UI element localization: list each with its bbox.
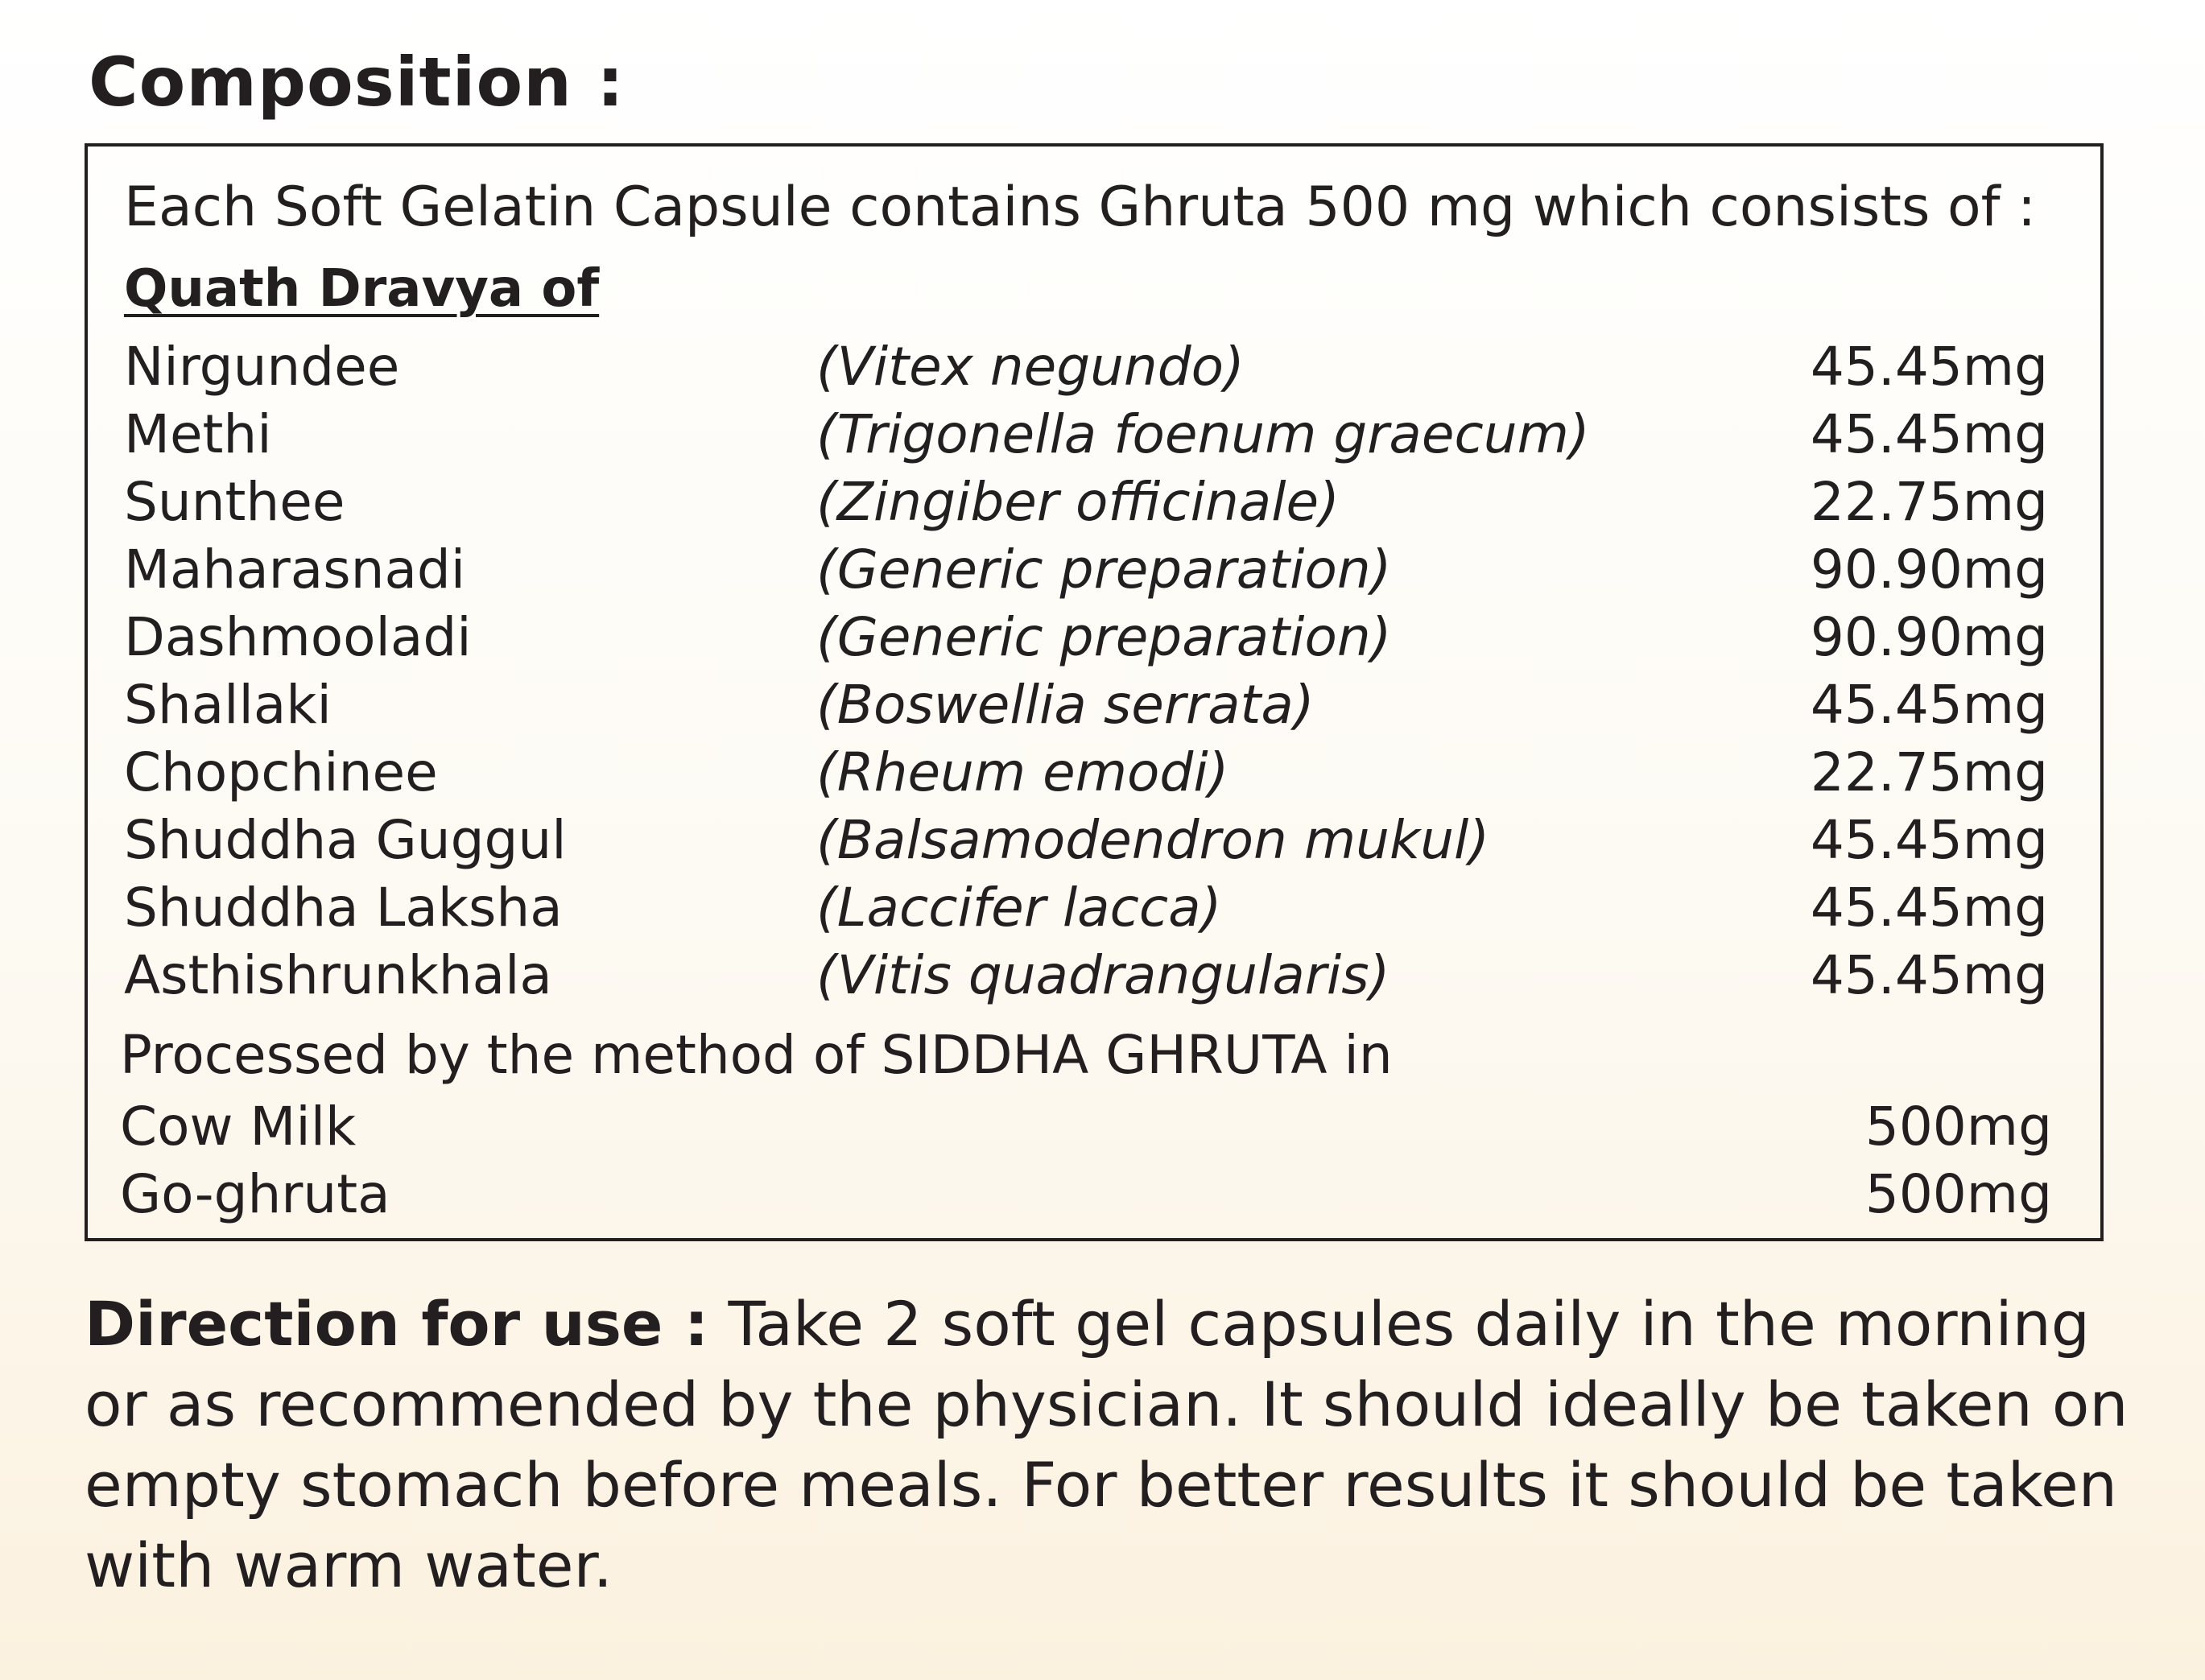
quath-dravya-heading: Quath Dravya of [124,259,600,319]
ingredient-botanical-name: (Trigonella foenum graecum) [816,403,1590,465]
ingredient-quantity: 45.45mg [1810,809,2048,871]
capsule-intro: Each Soft Gelatin Capsule contains Ghruta 500 mg which consists of : [124,175,2037,239]
ingredient-row [124,401,2048,469]
ingredient-name: Chopchinee [124,741,438,803]
ingredient-botanical-name: (Boswellia serrata) [816,674,1315,736]
ingredient-botanical-name: (Generic preparation) [816,606,1392,668]
ingredient-quantity: 45.45mg [1810,944,2048,1006]
ingredient-name: Shuddha Laksha [124,877,563,939]
ingredient-botanical-name: (Balsamodendron mukul) [816,809,1490,871]
ingredient-name: Asthishrunkhala [124,944,552,1006]
direction-text: Take 2 soft gel capsules daily in the morning or as recommended by the physician. It should ideally be taken on empty stomach before meals. For better results it should be taken with warm water. [85,1288,2129,1601]
ingredient-row [124,807,2048,874]
ingredient-botanical-name: (Vitex negundo) [816,336,1245,398]
ingredient-botanical-name: (Zingiber officinale) [816,471,1340,533]
ingredient-row [124,536,2048,604]
ingredient-row [124,942,2048,1009]
ingredient-name: Methi [124,403,272,465]
base-ingredient-quantity: 500mg [1864,1163,2052,1225]
ingredient-botanical-name: (Vitis quadrangularis) [816,944,1390,1006]
ingredient-quantity: 45.45mg [1810,403,2048,465]
base-ingredient-name: Cow Milk [120,1096,357,1158]
ingredient-quantity: 22.75mg [1810,741,2048,803]
composition-box [85,143,2104,1241]
ingredient-name: Nirgundee [124,336,400,398]
ingredient-quantity: 90.90mg [1810,539,2048,601]
ingredient-name: Sunthee [124,471,345,533]
ingredient-botanical-name: (Rheum emodi) [816,741,1229,803]
ingredient-quantity: 22.75mg [1810,471,2048,533]
ingredient-row [124,671,2048,739]
ingredient-quantity: 90.90mg [1810,606,2048,668]
ingredient-quantity: 45.45mg [1810,877,2048,939]
ingredient-name: Shuddha Guggul [124,809,567,871]
ingredient-row [124,874,2048,942]
ingredient-quantity: 45.45mg [1810,336,2048,398]
ingredient-row [124,739,2048,807]
ingredient-quantity: 45.45mg [1810,674,2048,736]
ingredient-botanical-name: (Laccifer lacca) [816,877,1222,939]
base-ingredient-name: Go-ghruta [120,1163,390,1225]
base-ingredient-row [120,1161,2052,1228]
ingredient-row [124,333,2048,401]
ingredient-name: Shallaki [124,674,332,736]
ingredient-name: Dashmooladi [124,606,472,668]
ingredient-botanical-name: (Generic preparation) [816,539,1392,601]
composition-heading: Composition : [89,43,625,122]
base-ingredient-row [120,1093,2052,1161]
ingredient-row [124,604,2048,671]
direction-for-use [85,1284,2129,1606]
base-ingredient-quantity: 500mg [1864,1096,2052,1158]
ingredient-row [124,469,2048,536]
processing-note: Processed by the method of SIDDHA GHRUTA in [120,1024,1393,1086]
ingredient-name: Maharasnadi [124,539,466,601]
direction-label: Direction for use : [85,1288,709,1360]
